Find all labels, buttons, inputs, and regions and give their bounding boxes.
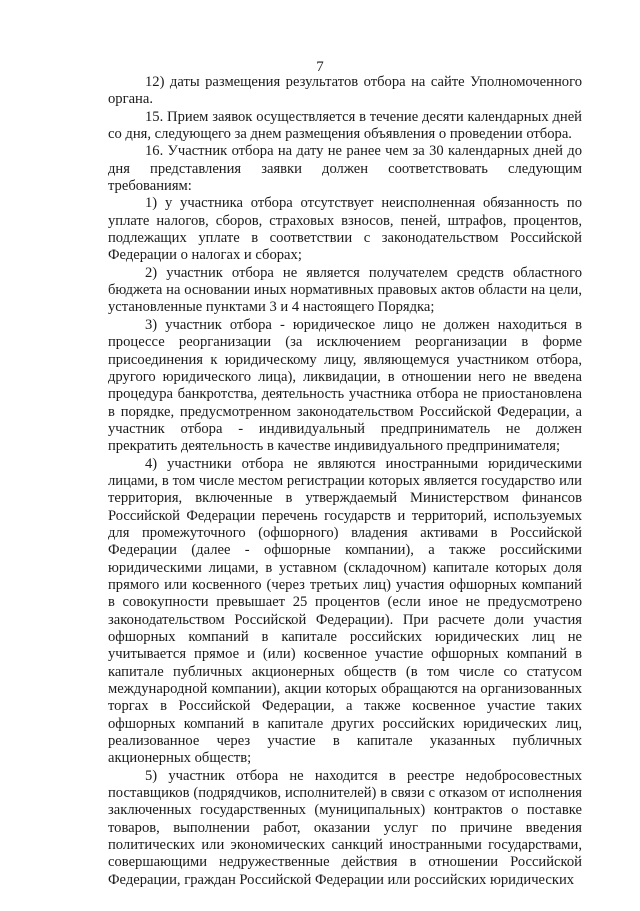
page-number: 7 (316, 59, 324, 75)
paragraph-item-12: 12) даты размещения результатов отбора на сайте Уполномоченного органа. (108, 74, 582, 108)
document-body (108, 74, 582, 889)
paragraph-requirement-3: 3) участник отбора - юридическое лицо не должен находиться в процессе реорганизации (за исключением реорганизации в форме присоединения к юридическому лицу, являющемуся участником отбора, другого юридического лица), ликвидации, в отношении него не введена процедура банкротства, деятельность участника отбора не приостановлена в порядке, предусмотренном законодательством Российской Федерации, а участник отбора - индивидуальный предприниматель не должен прекратить деятельность в качестве индивидуального предпринимателя; (108, 316, 582, 455)
paragraph-requirement-4: 4) участники отбора не являются иностранными юридическими лицами, в том числе местом регистрации которых является государство или территория, включенные в утверждаемый Министерством финансов Российской Федерации перечень государств и территорий, используемых для промежуточного (офшорного) владения активами в Российской Федерации (далее - офшорные компании), а также российскими юридическими лицами, в уставном (складочном) капитале которых доля прямого или косвенного (через третьих лиц) участия офшорных компаний в совокупности превышает 25 процентов (если иное не предусмотрено законодательством Российской Федерации). При расчете доли участия офшорных компаний в капитале российских юридических лиц не учитывается прямое и (или) косвенное участие офшорных компаний в капитале публичных акционерных обществ (в том числе со статусом международной компании), акции которых обращаются на организованных торгах в Российской Федерации, а также косвенное участие таких офшорных компаний в капитале других российских юридических лиц, реализованное через участие в капитале указанных публичных акционерных обществ; (108, 455, 582, 767)
paragraph-clause-15: 15. Прием заявок осуществляется в течение десяти календарных дней со дня, следующего за днем размещения объявления о проведении отбора. (108, 108, 582, 143)
paragraph-requirement-2: 2) участник отбора не является получателем средств областного бюджета на основании иных нормативных правовых актов области на цели, установленные пунктами 3 и 4 настоящего Порядка; (108, 264, 582, 316)
paragraph-clause-16: 16. Участник отбора на дату не ранее чем за 30 календарных дней до дня представления заявки должен соответствовать следующим требованиям: (108, 143, 582, 195)
paragraph-requirement-5: 5) участник отбора не находится в реестре недобросовестных поставщиков (подрядчиков, исполнителей) в связи с отказом от исполнения заключенных государственных (муниципальных) контрактов о поставке товаров, выполнении работ, оказании услуг по причине введения политических или экономических санкций иностранными государствами, совершающими недружественные действия в отношении Российской Федерации, граждан Российской Федерации или российских юридических (108, 767, 582, 888)
paragraph-requirement-1: 1) у участника отбора отсутствует неисполненная обязанность по уплате налогов, сборов, страховых взносов, пеней, штрафов, процентов, подлежащих уплате в соответствии с законодательством Российской Федерации о налогах и сборах; (108, 195, 582, 264)
